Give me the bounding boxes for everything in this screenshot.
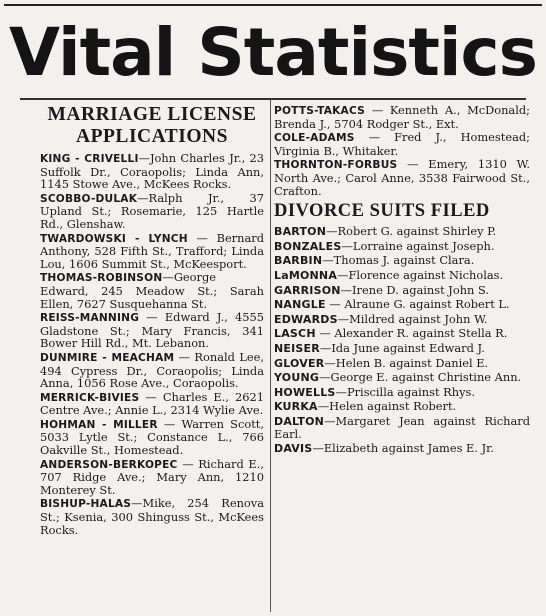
- divorce-list: [274, 225, 530, 456]
- marriage-entry: [274, 158, 530, 197]
- marriage-entry-names: POTTS-TAKACS: [274, 105, 365, 117]
- divorce-entry-names: YOUNG: [274, 371, 320, 385]
- marriage-entry-text: —George Edward, 245 Meadow St.; Sarah Ellen, 7627 Susquehanna St.: [40, 270, 264, 311]
- left-column: [40, 104, 264, 616]
- divorce-entry-text: —Margaret Jean against Richard Earl.: [274, 413, 530, 442]
- marriage-entry-names: COLE-ADAMS: [274, 132, 355, 145]
- marriage-continued-list: [274, 104, 530, 197]
- divorce-entry-names: KURKA: [274, 400, 318, 414]
- divorce-entry-names: NEISER: [274, 341, 320, 355]
- marriage-entry-text: —Mike, 254 Renova St.; Ksenia, 300 Shinguss St., McKees Rocks.: [40, 496, 264, 537]
- marriage-entry-text: — Emery, 1310 W. North Ave.; Carol Anne, 3538 Fairwood St., Crafton.: [274, 157, 530, 198]
- divorce-entry: [274, 298, 530, 312]
- marriage-entry-names: DUNMIRE - MEACHAM: [40, 351, 175, 364]
- divorce-entry-names: EDWARDS: [274, 312, 338, 326]
- column-divider: [270, 100, 271, 612]
- divorce-entry-names: DALTON: [274, 414, 325, 428]
- divorce-entry-names: DAVIS: [274, 442, 313, 456]
- marriage-entry: [40, 152, 264, 191]
- top-border: [4, 4, 542, 6]
- divorce-entry: [274, 415, 530, 441]
- marriage-entry: [40, 271, 264, 310]
- divorce-entry: [274, 269, 530, 283]
- marriage-entry: [40, 458, 264, 497]
- marriage-entry: [40, 192, 264, 231]
- divorce-entry-text: —Elizabeth against James E. Jr.: [312, 441, 494, 456]
- divorce-entry-text: —Priscilla against Rhys.: [335, 384, 475, 399]
- divorce-entry-text: —Mildred against John W.: [337, 311, 488, 326]
- divorce-entry-text: — Alexander R. against Stella R.: [315, 326, 508, 341]
- marriage-entry-names: HOHMAN - MILLER: [40, 418, 158, 431]
- divorce-entry-text: —Florence against Nicholas.: [337, 267, 504, 282]
- divorce-entry-names: BARBIN: [274, 254, 323, 268]
- marriage-entry-names: BISHUP-HALAS: [40, 498, 132, 511]
- divorce-entry: [274, 225, 530, 239]
- marriage-entry-text: — Fred J., Homestead; Virginia B., Whitaker.: [274, 130, 530, 158]
- banner-rule: [20, 98, 526, 100]
- marriage-entry-names: MERRICK-BIVIES: [40, 391, 140, 404]
- divorce-entry: [274, 357, 530, 371]
- marriage-entry-names: ANDERSON-BERKOPEC: [40, 458, 178, 471]
- banner-title: Vital Statistics: [9, 14, 537, 91]
- marriage-heading: [40, 104, 264, 148]
- marriage-entry-text: — Bernard Anthony, 528 Fifth St., Trafford; Linda Lou, 1606 Summit St., McKeesport.: [40, 230, 264, 271]
- marriage-entry-text: — Warren Scott, 5033 Lytle St.; Constance L., 766 Oakville St., Homestead.: [40, 416, 264, 458]
- divorce-entry-names: BONZALES: [274, 239, 342, 253]
- marriage-entry: [40, 351, 264, 390]
- divorce-entry-text: —Ida June against Edward J.: [319, 340, 485, 355]
- divorce-entry-text: —Irene D. against John S.: [340, 282, 490, 297]
- divorce-entry-names: LaMONNA: [274, 268, 338, 282]
- marriage-entry-text: — Ronald Lee, 494 Cypress Dr., Coraopolis; Linda Anna, 1056 Rose Ave., Coraopolis.: [40, 349, 264, 391]
- divorce-heading: DIVORCE SUITS FILED: [274, 201, 490, 222]
- marriage-entry-text: — Edward J., 4555 Gladstone St.; Mary Francis, 341 Bower Hill Rd., Mt. Lebanon.: [40, 310, 264, 351]
- divorce-entry: [274, 327, 530, 341]
- divorce-entry-names: GLOVER: [274, 356, 325, 370]
- marriage-entry-names: THOMAS-ROBINSON: [40, 272, 163, 285]
- divorce-entry: [274, 240, 530, 254]
- divorce-entry-names: GARRISON: [274, 283, 341, 297]
- marriage-heading-line2: APPLICATIONS: [76, 126, 228, 147]
- marriage-entry-names: THORNTON-FORBUS: [274, 159, 398, 172]
- marriage-entry-text: — Charles E., 2621 Centre Ave.; Annie L., 2314 Wylie Ave.: [40, 389, 264, 418]
- marriage-entry-text: — Richard E., 707 Ridge Ave.; Mary Ann, 1210 Monterey St.: [40, 456, 264, 497]
- divorce-entry: [274, 371, 530, 385]
- divorce-entry-text: —Robert G. against Shirley P.: [326, 224, 497, 239]
- marriage-entry-names: SCOBBO-DULAK: [40, 192, 138, 205]
- marriage-entry-names: REISS-MANNING: [40, 312, 140, 325]
- marriage-entry: [40, 232, 264, 271]
- marriage-entry: [40, 418, 264, 457]
- marriage-entry: [274, 104, 530, 130]
- divorce-entry: [274, 442, 530, 456]
- divorce-entry-names: HOWELLS: [274, 385, 336, 399]
- marriage-entry-text: —John Charles Jr., 23 Suffolk Dr., Coraopolis; Linda Ann, 1145 Stowe Ave., McKees Rocks.: [40, 151, 264, 192]
- marriage-entry-names: KING - CRIVELLI: [40, 153, 139, 165]
- divorce-entry-text: —George E. against Christine Ann.: [319, 370, 522, 385]
- marriage-entry-names: TWARDOWSKI - LYNCH: [40, 232, 188, 245]
- divorce-entry-names: NANGLE: [274, 298, 326, 312]
- divorce-entry: [274, 342, 530, 356]
- marriage-entry: [274, 131, 530, 157]
- divorce-entry: [274, 313, 530, 327]
- marriage-entry: [40, 311, 264, 350]
- divorce-entry: [274, 400, 530, 414]
- marriage-entry: [40, 497, 264, 536]
- divorce-entry: [274, 386, 530, 400]
- divorce-entry-text: — Alraune G. against Robert L.: [325, 297, 510, 312]
- divorce-entry-names: LASCH: [274, 327, 316, 341]
- marriage-entry: [40, 391, 264, 417]
- marriage-entry-text: — Kenneth A., McDonald; Brenda J., 5704 Rodger St., Ext.: [274, 104, 530, 131]
- marriage-entry-text: —Ralph Jr., 37 Upland St.; Rosemarie, 125 Hartle Rd., Glenshaw.: [40, 190, 264, 231]
- marriage-list: [40, 152, 264, 536]
- divorce-entry: [274, 254, 530, 268]
- divorce-entry-text: —Helen B. against Daniel E.: [324, 355, 489, 370]
- divorce-entry: [274, 284, 530, 298]
- marriage-heading-line1: MARRIAGE LICENSE: [47, 104, 257, 125]
- right-column: [274, 104, 530, 616]
- divorce-entry-text: —Lorraine against Joseph.: [341, 238, 495, 253]
- divorce-entry-text: —Helen against Robert.: [317, 399, 457, 414]
- divorce-entry-names: BARTON: [274, 225, 327, 239]
- divorce-entry-text: —Thomas J. against Clara.: [322, 253, 475, 268]
